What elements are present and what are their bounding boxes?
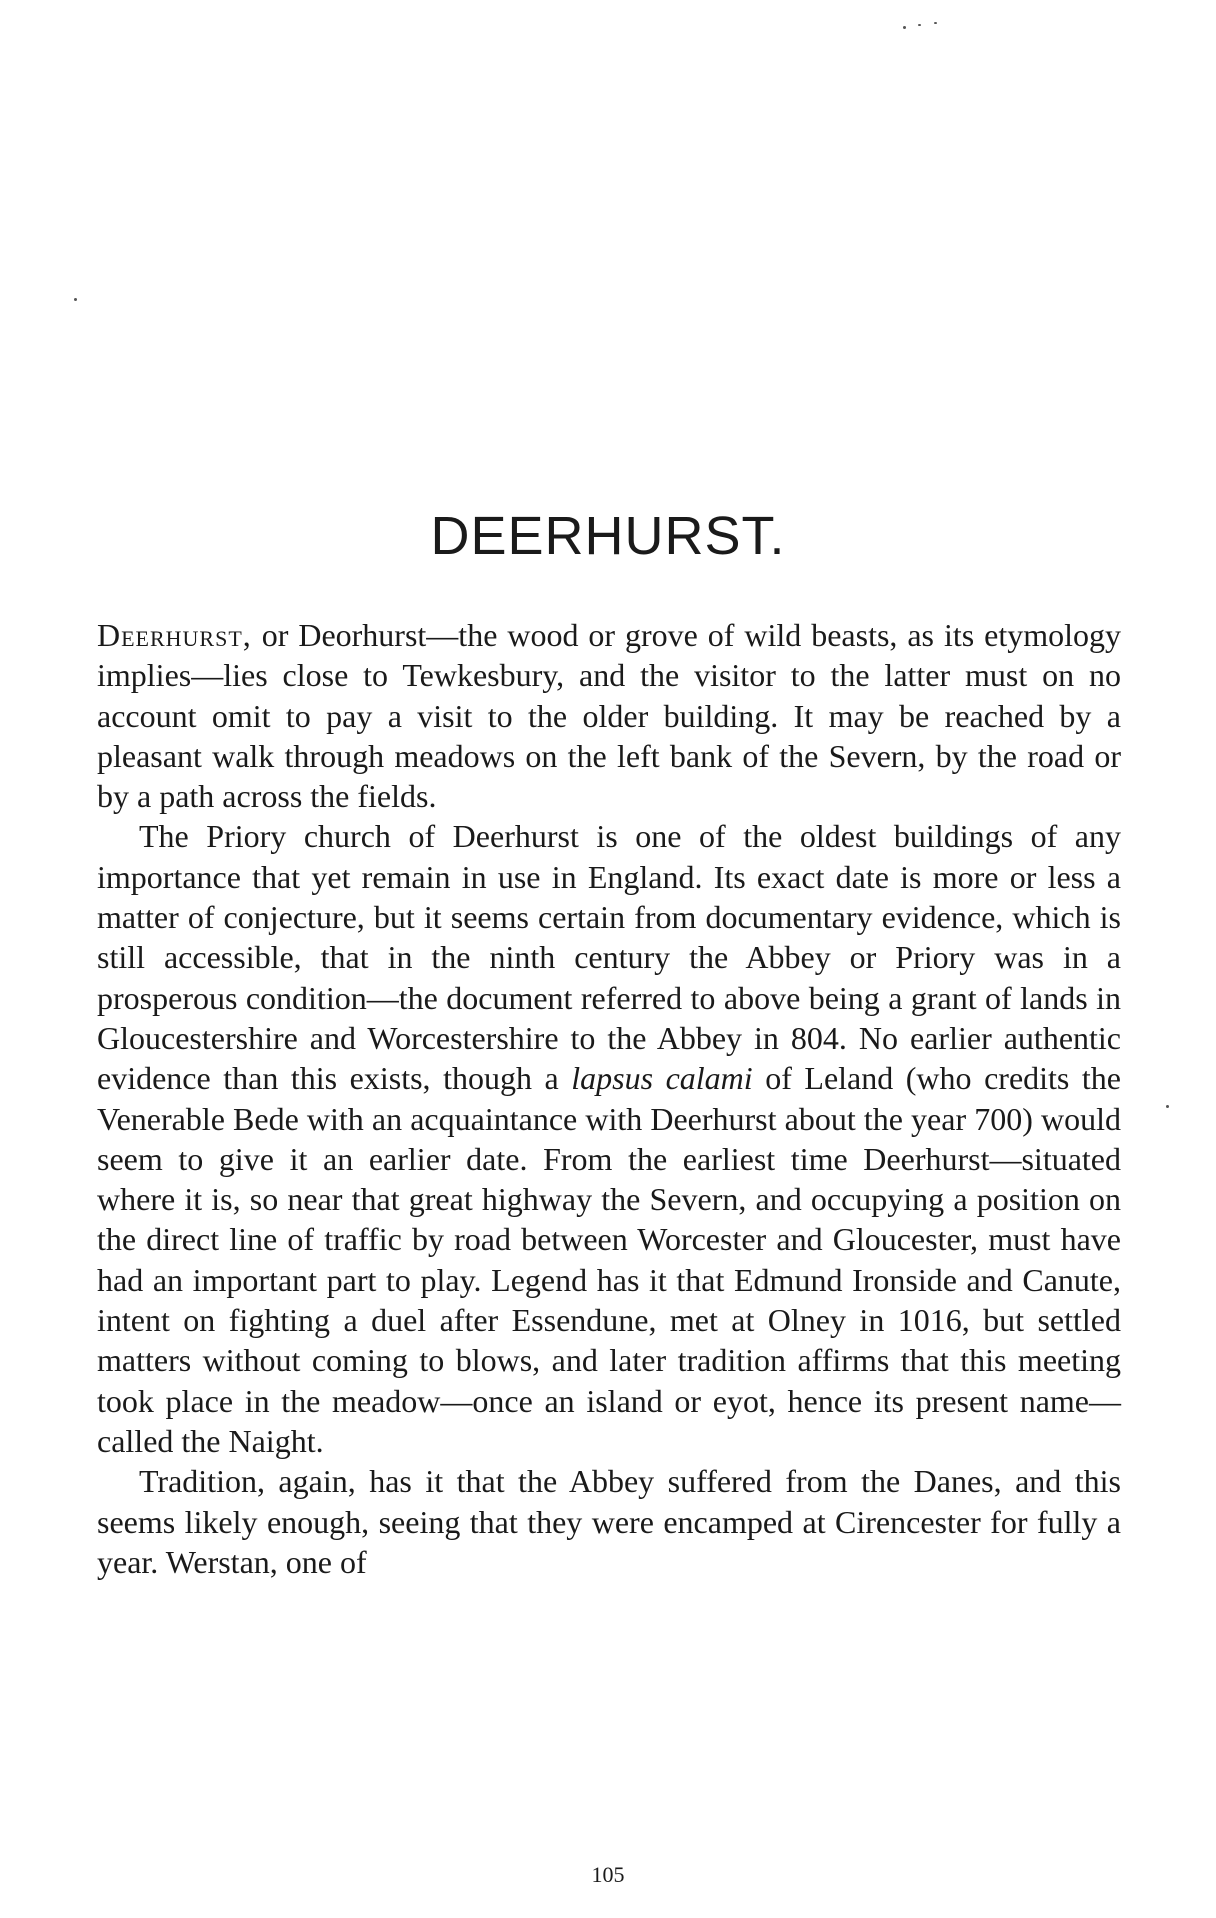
scan-speck — [934, 22, 937, 24]
chapter-heading: DEERHURST. — [430, 506, 786, 566]
paragraph-2-text-b: of Leland (who credits the Venerable Bede with an acquaintance with Deerhurst about the year 700) would seem to give it an earlier date. From the earliest time Deerhurst—situated where it is, so near that great highway the Severn, and occupying a position on the direct line of traffic by road between Worcester and Gloucester, must have had an important part to play. Legend has it that Edmund Ironside and Canute, intent on fighting a duel after Essendune, met at Olney in 1016, but settled matters without coming to blows, and later tradition affirms that this meeting took place in the meadow—once an island or eyot, hence its present name—called the Naight. — [97, 1060, 1122, 1459]
paragraph-2 — [97, 816, 1121, 1461]
scan-speck — [74, 298, 77, 301]
paragraph-lead-word: Deerhurst, — [97, 617, 252, 653]
paragraph-2-text-a: The Priory church of Deerhurst is one of the oldest buildings of any importance that yet remain in use in England. Its exact date is more or less a matter of conjecture, but it seems certain from documentary evidence, which is still accessible, that in the ninth century the Abbey or Priory was in a prosperous condition—the document referred to above being a grant of lands in Gloucestershire and Worcestershire to the Abbey in 804. No earlier authentic evidence than this exists, though a — [97, 818, 1121, 1097]
scan-speck — [1166, 1105, 1169, 1108]
paragraph-3 — [97, 1461, 1121, 1582]
page-number: 105 — [591, 1862, 625, 1887]
paragraph-1 — [97, 615, 1121, 816]
body-text — [97, 615, 1121, 1582]
paragraph-3-text: Tradition, again, has it that the Abbey suffered from the Danes, and this seems likely enough, seeing that they were encamped at Cirencester for fully a year. Werstan, one of — [97, 1463, 1121, 1580]
paragraph-1-text: or Deorhurst—the wood or grove of wild beasts, as its etymology implies—lies close to Tewkesbury, and the visitor to the latter must on no account omit to pay a visit to the older building. It may be reached by a pleasant walk through meadows on the left bank of the Severn, by the road or by a path across the fields. — [97, 617, 1121, 815]
scan-speck — [903, 26, 906, 29]
scan-speck — [918, 24, 921, 26]
latin-phrase: lapsus calami — [571, 1060, 753, 1097]
